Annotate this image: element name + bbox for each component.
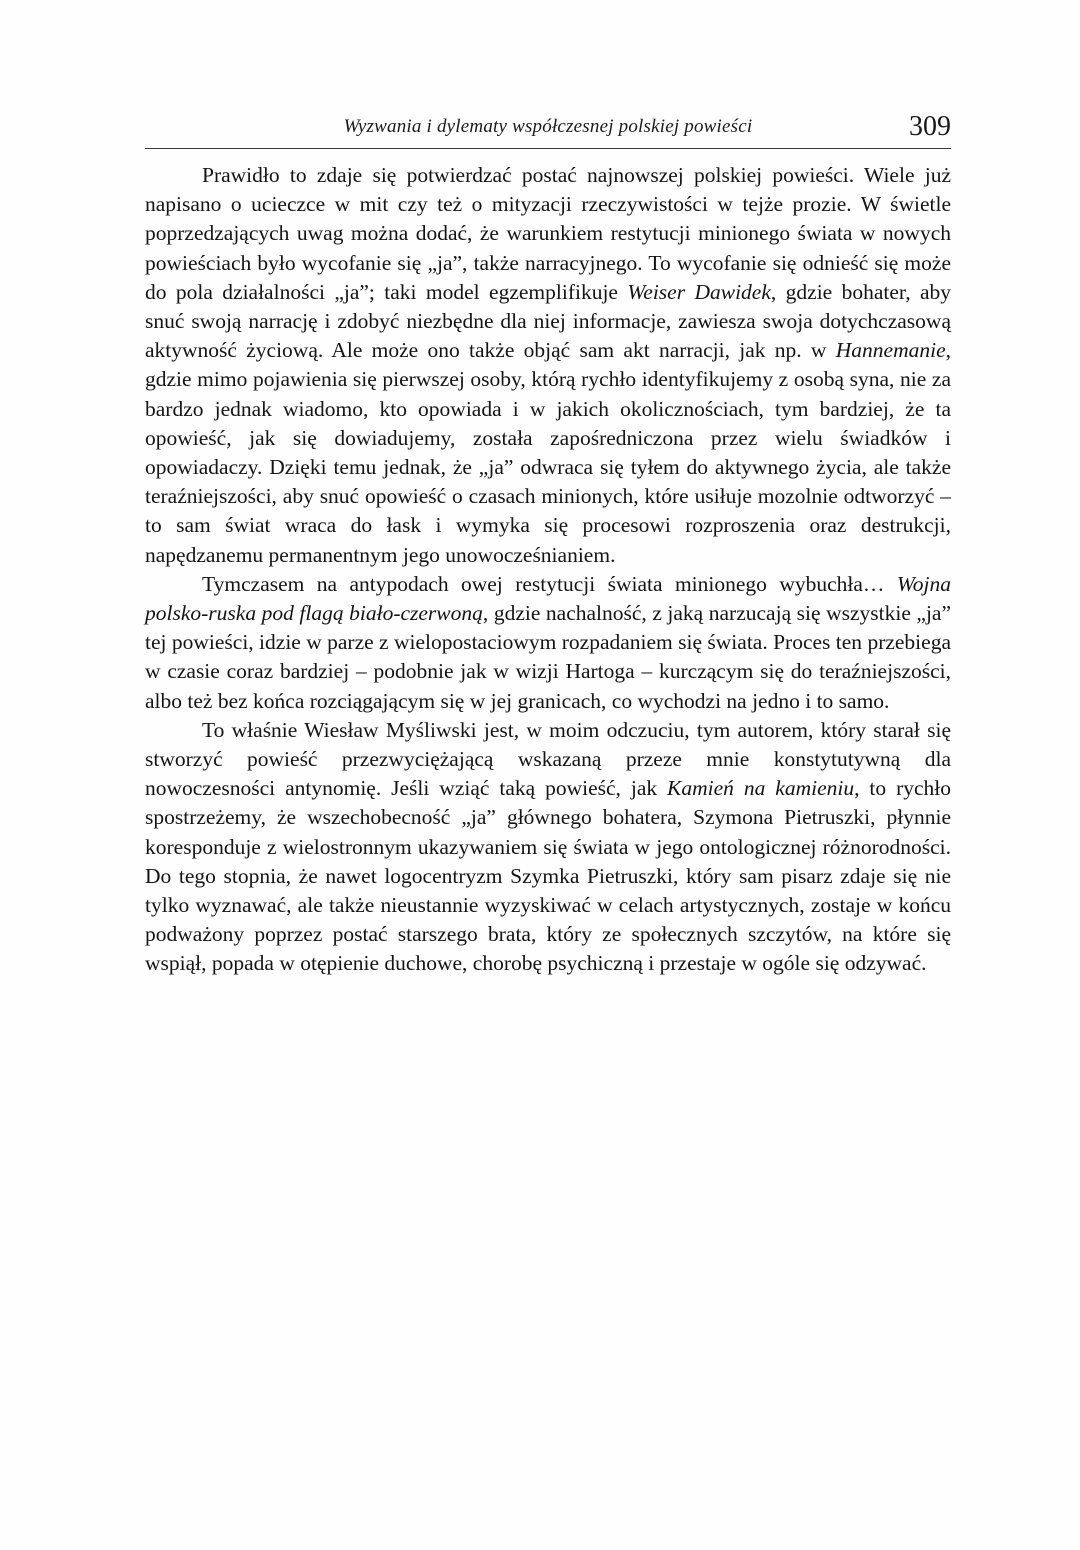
header-rule <box>145 148 951 149</box>
running-title: Wyzwania i dylematy współczesnej polskiej powieści <box>343 116 753 137</box>
text-run: , gdzie mimo pojawienia się pierwszej osoby, którą rychło identyfikujemy z osobą syna, nie za bardzo jednak wiadomo, kto opowiada i w jakich okolicznościach, tym bardziej, że ta opowieść, jak się dowiadujemy, została zapośredniczona przez wielu świadków i opowiadaczy. Dzięki temu jednak, że „ja” odwraca się tyłem do aktywnego życia, ale także teraźniejszości, aby snuć opowieść o czasach minionych, które usiłuje mozolnie odtworzyć – to sam świat wraca do łask i wymyka się procesowi rozproszenia oraz destrukcji, napędzanemu permanentnym jego unowocześnianiem. <box>145 338 951 567</box>
text-run: , to rychło spostrzeżemy, że wszechobecność „ja” głównego bohatera, Szymona Pietruszki, płynnie koresponduje z wielostronnym ukazywaniem się świata w jego ontologicznej różnorodności. Do tego stopnia, że nawet logocentryzm Szymka Pietruszki, który sam pisarz zdaje się nie tylko wyznawać, ale także nieustannie wyzyskiwać w celach artystycznych, zostaje w końcu podważony poprzez postać starszego brata, który ze społecznych szczytów, na które się wspiął, popada w otępienie duchowe, chorobę psychiczną i przestaje w ogóle się odzywać. <box>145 776 951 976</box>
book-title-wojna-polsko-ruska: Wojna polsko-ruska pod flagą biało-czerwoną <box>145 571 951 626</box>
book-title-weiser-dawidek: Weiser Dawidek <box>627 279 771 304</box>
paragraph <box>145 570 951 716</box>
text-column <box>145 108 951 979</box>
text-run: , gdzie bohater, aby snuć swoją narrację i zdobyć niezbędne dla niej informacje, zawiesza swoja dotychczasową aktywność życiową. Ale może ono także objąć sam akt narracji, jak np. w <box>145 279 952 363</box>
book-title-kamien-na-kamieniu: Kamień na kamieniu <box>667 776 855 801</box>
text-run: To właśnie Wiesław Myśliwski jest, w moim odczuciu, tym autorem, który starał się stworzyć powieść przezwyciężającą wskazaną przeze mnie konstytutywną dla nowoczesności antynomię. Jeśli wziąć taką powieść, jak <box>145 717 951 801</box>
paragraph <box>145 716 951 979</box>
text-run: , gdzie nachalność, z jaką narzucają się wszystkie „ja” tej powieści, idzie w parze z wielopostaciowym rozpadaniem się świata. Proces ten przebiega w czasie coraz bardziej – podobnie jak w wizji Hartoga – kurczącym się do teraźniejszości, albo też bez końca rozciągającym się w jej granicach, co wychodzi na jedno i to samo. <box>145 601 951 713</box>
article-body <box>145 161 951 979</box>
text-run: Tymczasem na antypodach owej restytucji świata minionego wybuchła… <box>202 571 897 596</box>
book-title-hannemann: Hannemanie <box>835 338 946 363</box>
page-number: 309 <box>909 111 951 142</box>
paragraph <box>145 161 951 570</box>
page-header <box>145 108 951 142</box>
text-run: Prawidło to zdaje się potwierdzać postać najnowszej polskiej powieści. Wiele już napisano o ucieczce w mit czy też o mityzacji rzeczywistości w tejże prozie. W świetle poprzedzających uwag można dodać, że warunkiem restytucji minionego świata w nowych powieściach było wycofanie się „ja”, także narracyjnego. To wycofanie się odnieść się może do pola działalności „ja”; taki model egzemplifikuje <box>145 163 951 304</box>
